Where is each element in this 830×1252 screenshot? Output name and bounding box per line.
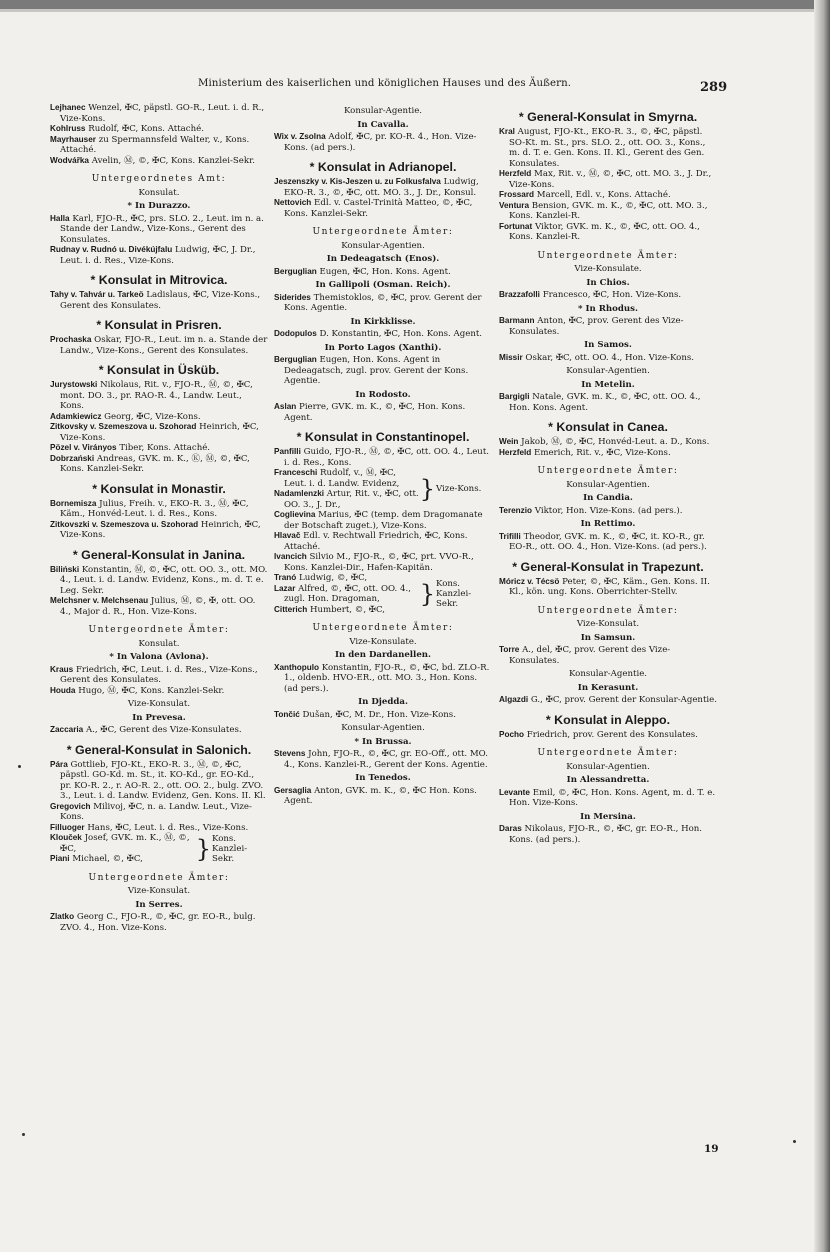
office-type-label: Konsular-Agentie. bbox=[343, 106, 423, 116]
office-heading: * Konsulat in Üsküb. bbox=[98, 363, 220, 377]
person-name: Lejhanec bbox=[50, 103, 86, 112]
location-heading: * In Brussa. bbox=[354, 736, 412, 747]
entry-details: Viktor, GVK. m. K., ©, ✠C, ott. OO. 4., Kons. Kanzlei-R. bbox=[509, 221, 700, 242]
person-name: Terenzio bbox=[499, 505, 533, 515]
entry-details: Artur, Rit. v., ✠C, ott. OO. 3., J. Dr., bbox=[284, 489, 419, 510]
entry-details: Hans, ✠C, Leut. i. d. Res., Vize-Kons. bbox=[87, 822, 249, 833]
directory-entry bbox=[274, 552, 492, 573]
directory-entry bbox=[50, 103, 268, 124]
subordinate-offices-heading: Untergeordnete Ämter: bbox=[537, 748, 679, 758]
scan-speck bbox=[793, 1140, 796, 1143]
directory-entry bbox=[499, 353, 717, 364]
person-name: Kral bbox=[499, 127, 515, 136]
directory-entry bbox=[499, 730, 717, 741]
directory-entry bbox=[499, 645, 717, 666]
directory-entry bbox=[274, 177, 492, 198]
subordinate-offices-heading: Untergeordnete Ämter: bbox=[537, 250, 679, 261]
entry-details: Milivoj, ✠C, n. a. Landw. Leut., Vize-Kons. bbox=[60, 801, 252, 822]
location-heading: In den Dardanellen. bbox=[334, 650, 432, 660]
location-heading: In Mersina. bbox=[580, 811, 636, 822]
directory-entry bbox=[499, 532, 717, 553]
office-type-label: Konsulat. bbox=[138, 187, 180, 198]
subordinate-offices-heading: Untergeordnete Ämter: bbox=[88, 872, 230, 883]
entry-details: Edl. v. Castel-Trinità Matteo, ©, ✠C, Kons. Kanzlei-Sekr. bbox=[284, 198, 473, 219]
office-heading: * Konsulat in Canea. bbox=[548, 420, 668, 434]
person-name: Zitkovsky v. Szemeszova u. Szohorad bbox=[50, 422, 197, 431]
person-name: Levante bbox=[499, 787, 530, 797]
entry-details: Heinrich, ✠C, Vize-Kons. bbox=[60, 519, 261, 540]
location-heading: In Tenedos. bbox=[355, 773, 411, 783]
person-name: Citterich bbox=[274, 604, 308, 614]
entry-details: Guido, FJO-R., Ⓜ, ©, ✠C, ott. OO. 4., Leut. i. d. Res., Kons. bbox=[284, 447, 490, 468]
person-name: Herzfeld bbox=[499, 169, 532, 178]
person-name: Jeszenszky v. Kis-Jeszen u. zu Folkusfalva bbox=[274, 177, 441, 186]
person-name: Zaccaria bbox=[50, 725, 84, 734]
office-type-label: Vize-Konsulate. bbox=[349, 636, 417, 647]
entry-details: Francesco, ✠C, Hon. Vize-Kons. bbox=[542, 290, 682, 300]
location-heading: * In Rhodus. bbox=[578, 303, 638, 314]
entry-details: Gottlieb, FJO-Kt., EKO-R. 3., Ⓜ, ©, ✠C, päpstl. GO-Kd. m. St., it. KO-Kd., gr. EO-Kd., pr. KO-R. 2., r. AO-R. 2., ott. OO. 2., bulg. ZVO. 3., Leut. i. d. Landw. Evidenz, Gen. Kons. II. Kl. bbox=[60, 759, 266, 801]
bracketed-entry-group bbox=[274, 573, 492, 615]
person-name: Tončić bbox=[274, 709, 300, 719]
entry-details: Max, Rit. v., Ⓜ, ©, ✠C, ott. MO. 3., J. Dr., Vize-Kons. bbox=[509, 169, 712, 190]
scan-top-edge-shadow bbox=[0, 9, 830, 12]
directory-entry bbox=[274, 786, 492, 807]
entry-details: Tiber, Kons. Attaché. bbox=[119, 443, 211, 453]
office-type-label: Vize-Konsulat. bbox=[576, 619, 640, 629]
person-name: Ventura bbox=[499, 200, 530, 210]
directory-entry bbox=[50, 725, 268, 736]
bracketed-names bbox=[274, 468, 419, 510]
entry-details: Friedrich, prov. Gerent des Konsulates. bbox=[526, 729, 698, 740]
bracket-role-label: Kons. Kanzlei-Sekr. bbox=[436, 579, 472, 609]
location-heading: In Kerasunt. bbox=[577, 682, 639, 693]
entry-details: Michael, ©, ✠C, bbox=[72, 854, 143, 864]
location-heading: In Alessandretta. bbox=[566, 775, 650, 785]
person-name: Bargigli bbox=[499, 392, 530, 401]
entry-details: Karl, FJO-R., ✠C, prs. SLO. 2., Leut. im n. a. Stande der Landw., Vize-Kons., Gerent des Konsulates. bbox=[60, 213, 264, 245]
person-name: Zlatko bbox=[50, 912, 75, 921]
person-name: Prochaska bbox=[50, 335, 92, 344]
entry-details: Eugen, Hon. Kons. Agent in Dedeagatsch, zugl. prov. Gerent der Kons. Agentie. bbox=[284, 355, 469, 386]
office-heading: * Konsulat in Adrianopel. bbox=[309, 160, 457, 174]
entry-details: Ladislaus, ✠C, Vize-Kons., Gerent des Konsulates. bbox=[60, 290, 261, 311]
person-name: Bornemisza bbox=[50, 498, 97, 508]
person-name: Wein bbox=[499, 437, 519, 446]
brace-glyph: } bbox=[419, 580, 435, 608]
entry-details: Avelin, Ⓜ, ©, ✠C, Kons. Kanzlei-Sekr. bbox=[91, 155, 255, 166]
location-heading: In Rettimo. bbox=[580, 519, 636, 529]
entry-details: Oskar, ✠C, ott. OO. 4., Hon. Vize-Kons. bbox=[525, 352, 695, 363]
office-type-label: Konsular-Agentien. bbox=[341, 240, 425, 251]
page-number: 289 bbox=[700, 80, 728, 95]
person-name: Xanthopulo bbox=[274, 662, 320, 672]
directory-entry bbox=[499, 127, 717, 169]
person-name: Coglievina bbox=[274, 510, 316, 519]
directory-entry bbox=[274, 663, 492, 695]
office-type-label: Konsular-Agentien. bbox=[566, 761, 650, 772]
directory-entry bbox=[50, 760, 268, 802]
person-name: Stevens bbox=[274, 749, 306, 758]
directory-entry bbox=[274, 749, 492, 770]
location-heading: In Gallipoli (Osman. Reich). bbox=[315, 280, 451, 290]
person-name: Daras bbox=[499, 824, 522, 833]
directory-entry bbox=[50, 686, 268, 697]
office-heading: * General-Konsulat in Trapezunt. bbox=[512, 559, 704, 574]
person-name: Berguglian bbox=[274, 355, 317, 364]
entry-details: Josef, GVK. m. K., Ⓜ, ©, ✠C, bbox=[60, 833, 190, 854]
location-heading: In Serres. bbox=[135, 899, 183, 910]
subordinate-offices-heading: Untergeordnete Ämter: bbox=[537, 466, 679, 476]
location-heading: In Candia. bbox=[583, 493, 633, 503]
subordinate-offices-heading: Untergeordnete Ämter: bbox=[312, 623, 454, 633]
entry-details: Natale, GVK. m. K., ©, ✠C, ott. OO. 4., Hon. Kons. Agent. bbox=[509, 392, 701, 413]
entry-details: Viktor, Hon. Vize-Kons. (ad pers.). bbox=[534, 505, 683, 516]
person-name: Torre bbox=[499, 645, 520, 654]
directory-entry bbox=[274, 584, 419, 605]
directory-entry bbox=[50, 290, 268, 311]
entry-details: Konstantin, Ⓜ, ©, ✠C, ott. OO. 3., ott. MO. 4., Leut. i. d. Landw. Evidenz, Kons., m. d. T. e. Leg. Sekr. bbox=[60, 564, 268, 596]
entry-details: Nikolaus, Rit. v., FJO-R., Ⓜ, ©, ✠C, mont. DO. 3., pr. RAO-R. 4., Landw. Leut., Kons. bbox=[60, 380, 253, 411]
location-heading: * In Durazzo. bbox=[127, 201, 191, 211]
office-heading: * General-Konsulat in Salonich. bbox=[66, 742, 252, 757]
column-middle bbox=[274, 103, 492, 807]
entry-details: Themistoklos, ©, ✠C, prov. Gerent der Kons. Agentie. bbox=[284, 292, 482, 313]
person-name: Siderides bbox=[274, 292, 311, 302]
entry-details: Dušan, ✠C, M. Dr., Hon. Vize-Kons. bbox=[302, 709, 456, 720]
office-heading: * General-Konsulat in Janina. bbox=[72, 547, 246, 562]
directory-entry bbox=[274, 355, 492, 387]
person-name: Filluoger bbox=[50, 822, 85, 832]
location-heading: In Rodosto. bbox=[355, 389, 411, 400]
entry-details: Ludwig, EKO-R. 3., ©, ✠C, ott. MO. 3., J. Dr., Konsul. bbox=[284, 177, 479, 198]
directory-entry bbox=[499, 190, 717, 201]
location-heading: In Prevesa. bbox=[132, 712, 186, 723]
person-name: Rudnay v. Rudnó u. Divékújfalu bbox=[50, 245, 173, 254]
office-heading: * Konsulat in Constantinopel. bbox=[296, 430, 470, 444]
scan-speck bbox=[22, 1133, 25, 1136]
person-name: Tranó bbox=[274, 573, 297, 582]
subordinate-offices-heading: Untergeordnete Ämter: bbox=[312, 227, 454, 237]
scan-top-edge bbox=[0, 0, 830, 9]
person-name: Trifilli bbox=[499, 531, 521, 541]
entry-details: Bension, GVK. m. K., ©, ✠C, ott. MO. 3., Kons. Kanzlei-R. bbox=[509, 200, 708, 221]
office-type-label: Konsular-Agentien. bbox=[566, 366, 650, 376]
bracket-role-label: Vize-Kons. bbox=[436, 484, 482, 494]
location-heading: In Cavalla. bbox=[357, 119, 409, 130]
person-name: Dobrzański bbox=[50, 453, 95, 463]
entry-details: Emerich, Rit. v., ✠C, Vize-Kons. bbox=[534, 447, 671, 458]
entry-details: August, FJO-Kt., EKO-R. 3., ©, ✠C, päpstl. SO-Kt. m. St., prs. SLO. 2., ott. OO. 3., Kons., m. d. T. e. Gen. Kons. II. Kl., Gerent des Gen. Konsulates. bbox=[509, 127, 706, 169]
entry-details: Wenzel, ✠C, päpstl. GO-R., Leut. i. d. R., Vize-Kons. bbox=[60, 103, 265, 124]
person-name: Panfilli bbox=[274, 447, 301, 456]
directory-entry bbox=[50, 499, 268, 520]
directory-entry bbox=[499, 169, 717, 190]
location-heading: In Samsun. bbox=[580, 632, 636, 643]
entry-details: Konstantin, FJO-R., ©, ✠C, bd. ZLO-R. 1., oldenb. HVO-ER., ott. MO. 3., Hon. Kons. (ad pers.). bbox=[284, 662, 490, 694]
entry-details: Hugo, Ⓜ, ✠C, Kons. Kanzlei-Sekr. bbox=[78, 685, 225, 696]
person-name: Kohlruss bbox=[50, 124, 86, 133]
person-name: Melchsner v. Melchsenau bbox=[50, 596, 149, 605]
column-left bbox=[50, 103, 268, 933]
directory-entry bbox=[499, 201, 717, 222]
signature-number: 19 bbox=[704, 1143, 719, 1155]
directory-entry bbox=[274, 489, 419, 510]
directory-entry bbox=[50, 412, 268, 423]
entry-details: A., del, ✠C, prov. Gerent des Vize-Konsulates. bbox=[509, 645, 671, 666]
office-type-label: Vize-Konsulat. bbox=[127, 886, 191, 896]
location-heading: In Porto Lagos (Xanthi). bbox=[324, 342, 442, 353]
person-name: Algazdi bbox=[499, 695, 529, 704]
entry-details: Silvio M., FJO-R., ©, ✠C, prt. VVO-R., Kons. Kanzlei-Dir., Hafen-Kapitän. bbox=[284, 552, 474, 573]
entry-details: Julius, Freih. v., EKO-R. 3., Ⓜ, ✠C, Käm., Honvéd-Leut. i. d. Res., Kons. bbox=[60, 498, 249, 519]
directory-entry bbox=[50, 802, 268, 823]
scan-speck bbox=[18, 765, 21, 768]
entry-details: Rudolf, v., Ⓜ, ✠C, Leut. i. d. Landw. Evidenz, bbox=[284, 468, 400, 489]
directory-entry bbox=[50, 335, 268, 356]
entry-details: Georg C., FJO-R., ©, ✠C, gr. EO-R., bulg. ZVO. 4., Hon. Vize-Kons. bbox=[60, 912, 256, 933]
office-type-label: Konsular-Agentien. bbox=[341, 723, 425, 733]
entry-details: Edl. v. Rechtwall Friedrich, ✠C, Kons. Attaché. bbox=[284, 531, 468, 552]
directory-entry bbox=[274, 329, 492, 340]
directory-entry bbox=[499, 290, 717, 301]
running-header: Ministerium des kaiserlichen und königlichen Hauses und des Äußern. bbox=[198, 78, 572, 89]
person-name: Wodvářka bbox=[50, 155, 89, 165]
directory-entry bbox=[50, 156, 268, 167]
directory-entry bbox=[274, 710, 492, 721]
entry-details: Marius, ✠C (temp. dem Dragomanate der Botschaft zuget.), Vize-Kons. bbox=[284, 510, 483, 531]
directory-entry bbox=[274, 132, 492, 153]
entry-details: Eugen, ✠C, Hon. Kons. Agent. bbox=[319, 266, 451, 277]
person-name: Adamkiewicz bbox=[50, 411, 102, 421]
directory-entry bbox=[499, 824, 717, 845]
office-type-label: Vize-Konsulat. bbox=[127, 699, 191, 709]
directory-entry bbox=[50, 214, 268, 246]
directory-entry bbox=[499, 392, 717, 413]
directory-entry bbox=[50, 823, 268, 834]
person-name: Herzfeld bbox=[499, 447, 532, 457]
person-name: Wix v. Zsolna bbox=[274, 132, 326, 141]
location-heading: * In Valona (Avlona). bbox=[109, 652, 209, 662]
location-heading: In Djedda. bbox=[358, 697, 408, 707]
directory-entry bbox=[499, 695, 717, 706]
person-name: Mayrhauser bbox=[50, 134, 96, 144]
person-name: Jurystowski bbox=[50, 380, 98, 389]
person-name: Ivancich bbox=[274, 552, 307, 561]
directory-entry bbox=[499, 448, 717, 459]
entry-details: Friedrich, ✠C, Leut. i. d. Res., Vize-Kons., Gerent des Konsulates. bbox=[60, 664, 258, 685]
bracketed-names bbox=[274, 573, 419, 615]
person-name: Gregovich bbox=[50, 801, 91, 811]
office-heading: * Konsulat in Monastir. bbox=[92, 481, 226, 496]
directory-entry bbox=[50, 520, 268, 541]
bracketed-entry-group bbox=[274, 468, 492, 510]
directory-entry bbox=[50, 443, 268, 454]
entry-details: Georg, ✠C, Vize-Kons. bbox=[104, 411, 201, 422]
person-name: Pözel v. Virányos bbox=[50, 443, 117, 452]
office-heading: * Konsulat in Aleppo. bbox=[545, 712, 671, 727]
person-name: Pára bbox=[50, 759, 68, 769]
entry-details: Julius, Ⓜ, ©, ✠, ott. OO. 4., Major d. R., Hon. Vize-Kons. bbox=[60, 596, 256, 617]
directory-entry bbox=[274, 402, 492, 423]
directory-entry bbox=[50, 833, 195, 854]
entry-details: Nikolaus, FJO-R., ©, ✠C, gr. EO-R., Hon. Kons. (ad pers.). bbox=[509, 824, 703, 845]
entry-details: A., ✠C, Gerent des Vize-Konsulates. bbox=[85, 725, 242, 735]
person-name: Halla bbox=[50, 213, 70, 223]
subordinate-offices-heading: Untergeordnete Ämter: bbox=[537, 605, 679, 616]
office-type-label: Konsular-Agentie. bbox=[568, 669, 648, 679]
brace-glyph: } bbox=[195, 834, 211, 863]
person-name: Klouček bbox=[50, 833, 82, 842]
directory-entry bbox=[274, 468, 419, 489]
location-heading: In Dedeagatsch (Enos). bbox=[326, 254, 440, 264]
entry-details: Alfred, ©, ✠C, ott. OO. 4., zugl. Hon. Dragoman, bbox=[284, 583, 411, 604]
bracketed-names bbox=[50, 833, 195, 865]
directory-entry bbox=[50, 135, 268, 156]
office-heading: * General-Konsulat in Smyrna. bbox=[518, 110, 698, 124]
directory-entry bbox=[274, 293, 492, 314]
person-name: Nettovich bbox=[274, 198, 312, 207]
directory-entry bbox=[274, 267, 492, 278]
office-heading: * Konsulat in Prisren. bbox=[96, 318, 222, 332]
directory-entry bbox=[50, 854, 195, 865]
directory-entry bbox=[274, 447, 492, 468]
directory-entry bbox=[274, 531, 492, 552]
person-name: Tahy v. Tahvár u. Tarkeö bbox=[50, 290, 144, 299]
entry-details: Emil, ©, ✠C, Hon. Kons. Agent, m. d. T. e. Hon. Vize-Kons. bbox=[509, 787, 716, 808]
person-name: Houda bbox=[50, 685, 76, 695]
location-heading: In Metelin. bbox=[581, 379, 635, 390]
bracketed-entry-group bbox=[50, 833, 268, 865]
directory-entry bbox=[499, 437, 717, 448]
person-name: Nadamlenzki bbox=[274, 489, 325, 498]
office-type-label: Konsular-Agentien. bbox=[566, 479, 650, 490]
person-name: Lazar bbox=[274, 583, 296, 593]
entry-details: Heinrich, ✠C, Vize-Kons. bbox=[60, 422, 259, 443]
directory-entry bbox=[50, 422, 268, 443]
entry-details: Anton, GVK. m. K., ©, ✠C Hon. Kons. Agent. bbox=[284, 785, 477, 806]
person-name: Barmann bbox=[499, 316, 535, 325]
person-name: Piani bbox=[50, 854, 70, 863]
entry-details: zu Spermannsfeld Walter, v., Kons. Attaché. bbox=[60, 134, 250, 155]
entry-details: D. Konstantin, ✠C, Hon. Kons. Agent. bbox=[319, 329, 483, 339]
entry-details: Ludwig, ✠C, J. Dr., Leut. i. d. Res., Vize-Kons. bbox=[60, 245, 256, 266]
directory-entry bbox=[274, 605, 419, 616]
directory-entry bbox=[499, 316, 717, 337]
person-name: Zitkovszki v. Szemeszova u. Szohorad bbox=[50, 519, 199, 529]
office-heading: * Konsulat in Mitrovica. bbox=[90, 273, 228, 287]
directory-entry bbox=[499, 506, 717, 517]
person-name: Dodopulos bbox=[274, 329, 317, 338]
directory-entry bbox=[499, 788, 717, 809]
entry-details: Theodor, GVK. m. K., ©, ✠C, it. KO-R., gr. EO-R., ott. OO. 4., Hon. Vize-Kons. (ad pers.). bbox=[509, 531, 707, 552]
entry-details: G., ✠C, prov. Gerent der Konsular-Agentie. bbox=[530, 695, 717, 705]
location-heading: In Chios. bbox=[586, 277, 630, 288]
directory-entry bbox=[499, 222, 717, 243]
entry-details: Andreas, GVK. m. K., Ⓚ, Ⓜ, ©, ✠C, Kons. Kanzlei-Sekr. bbox=[60, 453, 250, 474]
entry-details: Adolf, ✠C, pr. KO-R. 4., Hon. Vize-Kons. (ad pers.). bbox=[284, 132, 477, 153]
directory-entry bbox=[274, 198, 492, 219]
directory-entry bbox=[274, 510, 492, 531]
directory-entry bbox=[50, 454, 268, 475]
scan-right-edge bbox=[814, 0, 830, 1252]
directory-entry bbox=[50, 665, 268, 686]
column-right bbox=[499, 103, 717, 845]
person-name: Berguglian bbox=[274, 266, 317, 276]
person-name: Missir bbox=[499, 352, 523, 362]
person-name: Hlavač bbox=[274, 531, 301, 540]
directory-entry bbox=[50, 912, 268, 933]
entry-details: Jakob, Ⓜ, ©, ✠C, Honvéd-Leut. a. D., Kons. bbox=[521, 437, 710, 447]
directory-entry bbox=[50, 124, 268, 135]
directory-entry bbox=[499, 577, 717, 598]
person-name: Pocho bbox=[499, 729, 525, 739]
person-name: Franceschi bbox=[274, 468, 318, 477]
entry-details: Humbert, ©, ✠C, bbox=[309, 604, 386, 615]
entry-details: Peter, ©, ✠C, Käm., Gen. Kons. II. Kl., kön. ung. Kons. Oberrichter-Stellv. bbox=[509, 576, 710, 597]
person-name: Biliński bbox=[50, 564, 80, 574]
directory-entry bbox=[274, 573, 419, 584]
person-name: Frossard bbox=[499, 190, 535, 199]
location-heading: In Kirkklisse. bbox=[350, 316, 416, 327]
person-name: Móricz v. Técsö bbox=[499, 576, 560, 586]
office-type-label: Vize-Konsulate. bbox=[574, 264, 642, 274]
entry-details: Anton, ✠C, prov. Gerent des Vize-Konsulates. bbox=[509, 316, 684, 337]
entry-details: Oskar, FJO-R., Leut. im n. a. Stande der Landw., Vize-Kons., Gerent des Konsulates. bbox=[60, 335, 268, 356]
entry-details: Ludwig, ©, ✠C, bbox=[299, 573, 368, 583]
person-name: Brazzafolli bbox=[499, 290, 540, 299]
person-name: Aslan bbox=[274, 402, 297, 411]
location-heading: In Samos. bbox=[584, 340, 632, 350]
directory-entry bbox=[50, 565, 268, 597]
subordinate-offices-heading: Untergeordnetes Amt: bbox=[91, 174, 227, 184]
office-type-label: Konsulat. bbox=[138, 638, 180, 649]
entry-details: Pierre, GVK. m. K., ©, ✠C, Hon. Kons. Agent. bbox=[284, 402, 466, 423]
person-name: Kraus bbox=[50, 664, 74, 674]
entry-details: Marcell, Edl. v., Kons. Attaché. bbox=[536, 190, 671, 200]
directory-entry bbox=[50, 380, 268, 412]
bracket-role-label: Kons. Kanzlei-Sekr. bbox=[212, 833, 248, 864]
directory-entry bbox=[50, 245, 268, 266]
person-name: Fortunat bbox=[499, 221, 533, 231]
entry-details: Rudolf, ✠C, Kons. Attaché. bbox=[88, 124, 204, 134]
directory-entry bbox=[50, 596, 268, 617]
person-name: Gersaglia bbox=[274, 785, 312, 795]
brace-glyph: } bbox=[419, 475, 435, 503]
subordinate-offices-heading: Untergeordnete Ämter: bbox=[88, 625, 230, 635]
entry-details: John, FJO-R., ©, ✠C, gr. EO-Off., ott. MO. 4., Kons. Kanzlei-R., Gerent der Kons. Agentie. bbox=[284, 749, 488, 770]
